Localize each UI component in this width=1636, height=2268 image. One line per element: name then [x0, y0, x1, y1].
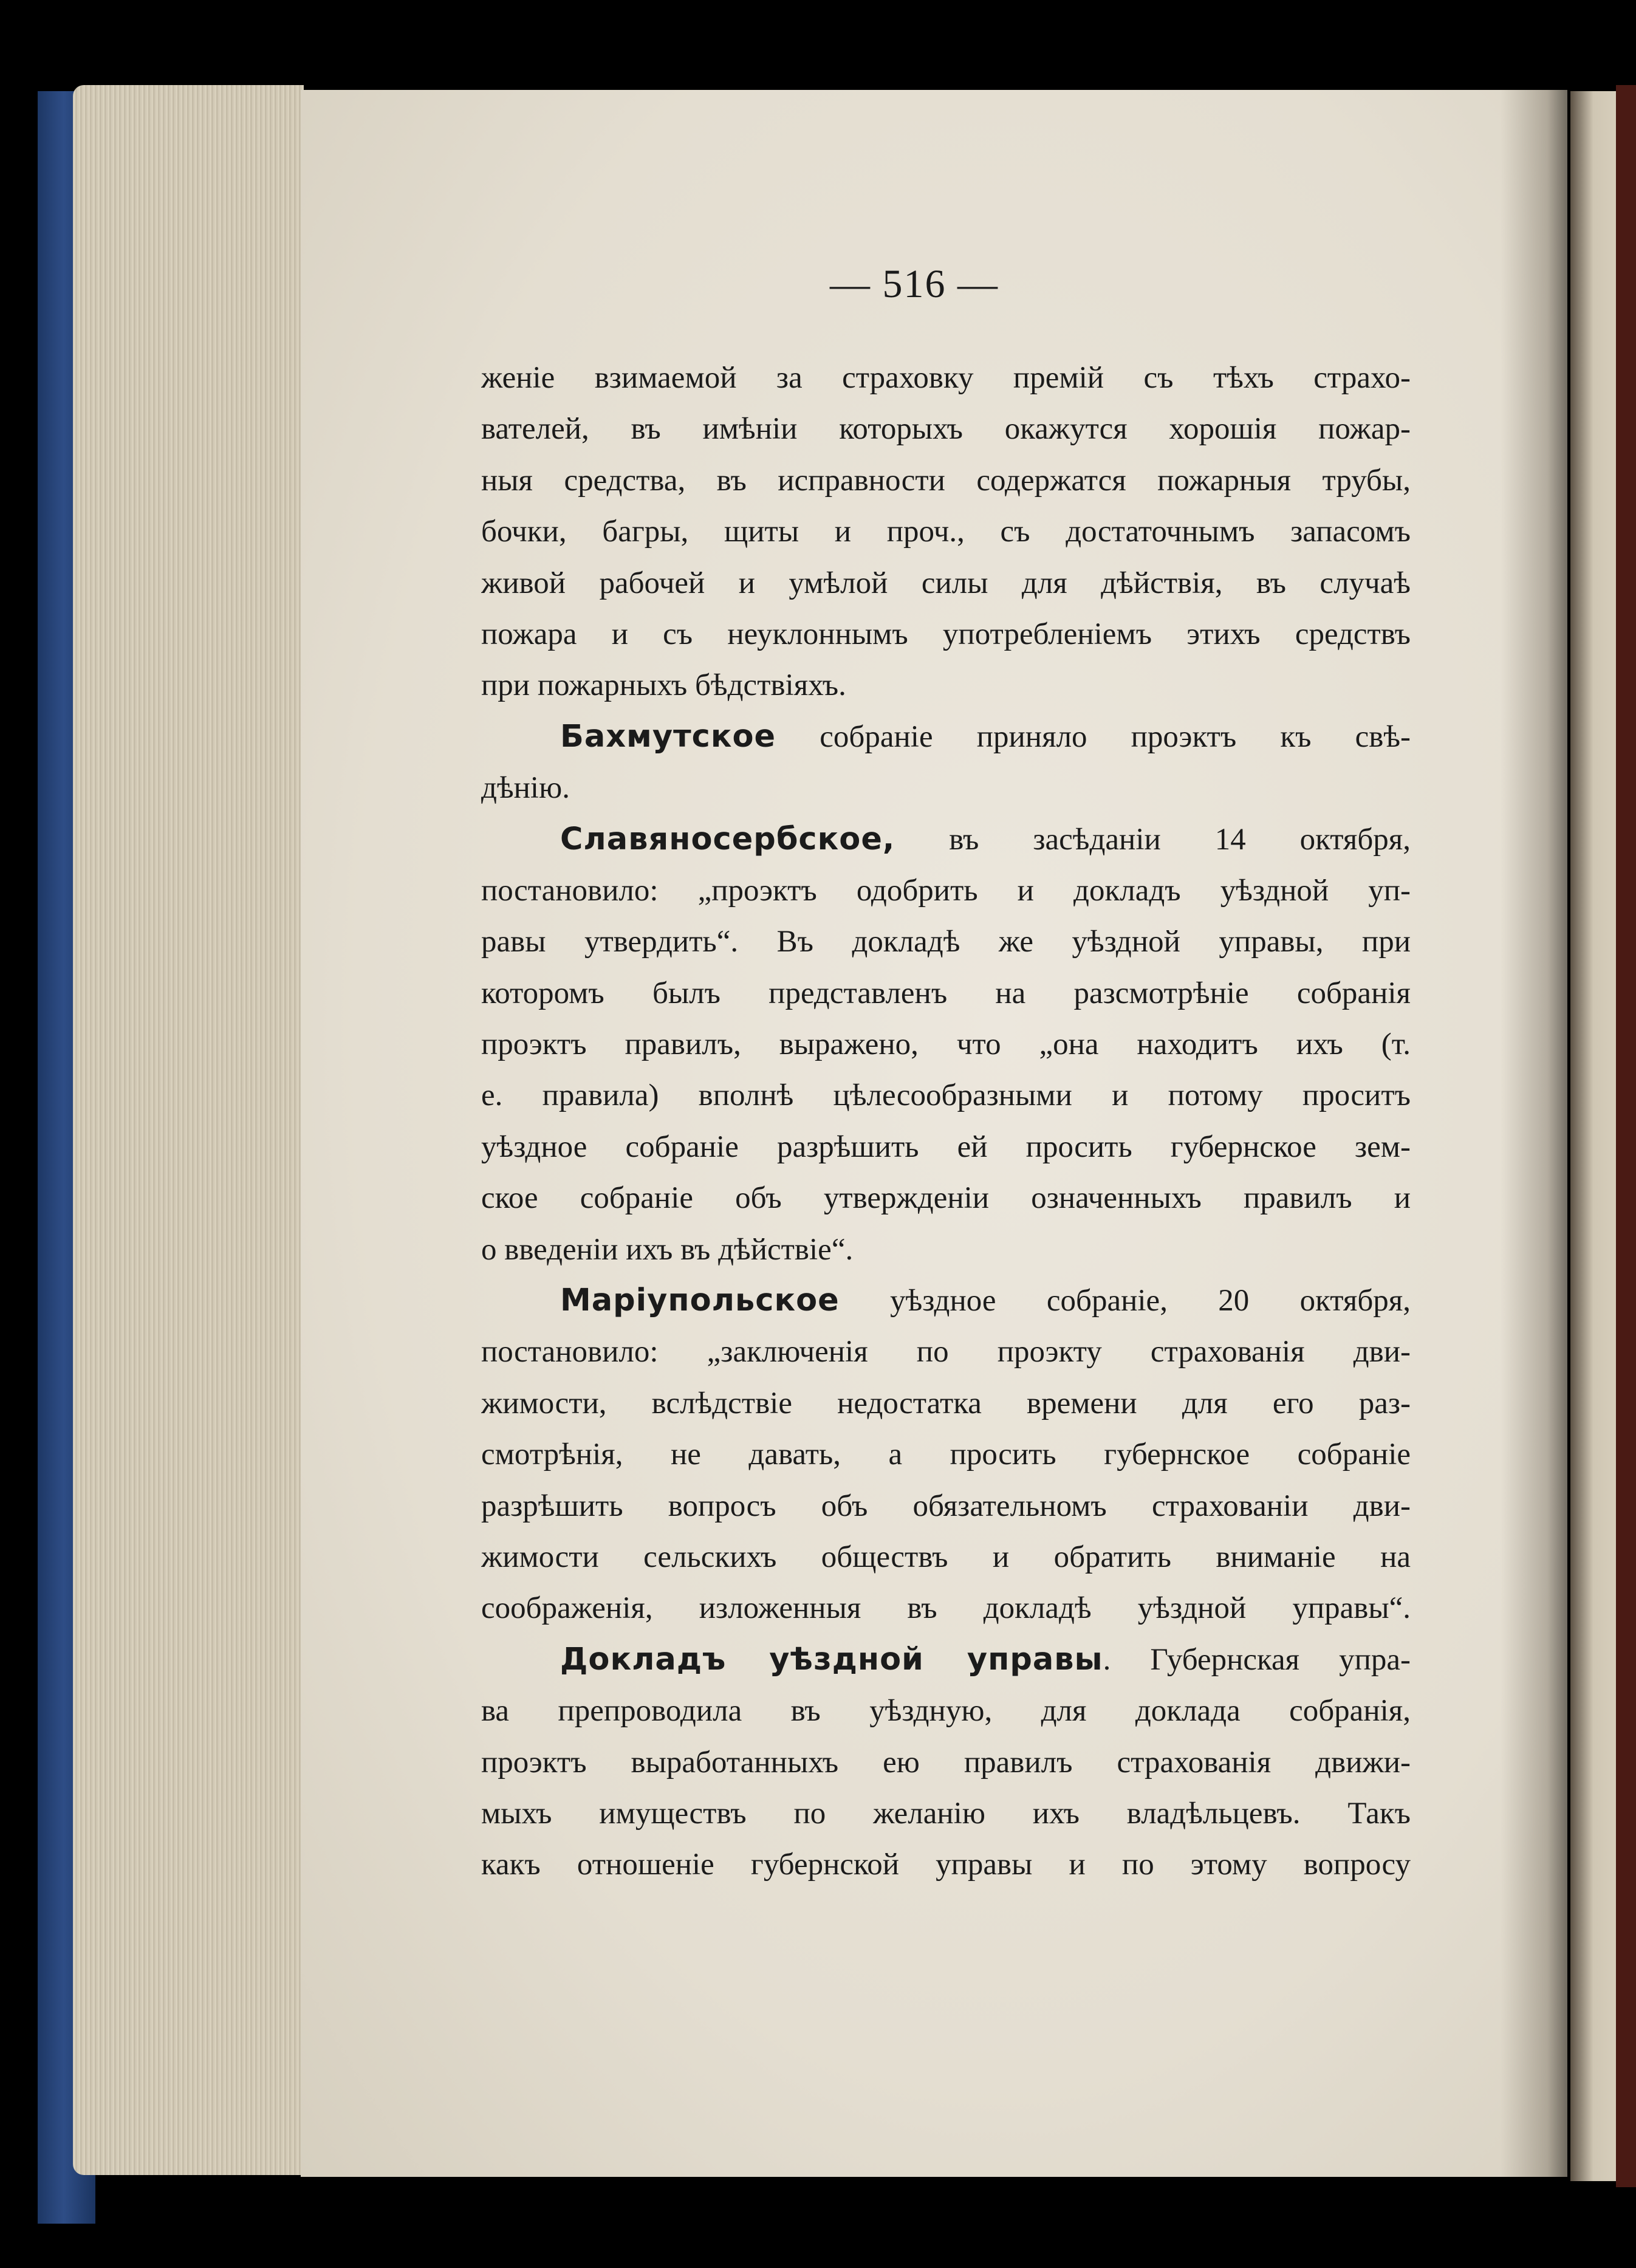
text-line: которомъ былъ представленъ на разсмотрѣніе собранія	[481, 976, 1411, 1010]
text-line: смотрѣнія, не давать, а просить губернское собраніе	[481, 1437, 1411, 1472]
text-line: постановило: „заключенія по проэкту страхованія дви-	[481, 1335, 1411, 1369]
text-line: постановило: „проэктъ одобрить и докладъ уѣздной уп-	[481, 873, 1411, 908]
text-line: проэктъ выработанныхъ ею правилъ страхованія движи-	[481, 1745, 1411, 1780]
text-line: мыхъ имуществъ по желанію ихъ владѣльцевъ. Такъ	[481, 1796, 1411, 1831]
text-line: Маріупольское уѣздное собраніе, 20 октября,	[560, 1283, 1411, 1319]
text-line: равы утвердить“. Въ докладѣ же уѣздной управы, при	[481, 925, 1411, 959]
text-line: бочки, багры, щиты и проч., съ достаточнымъ запасомъ	[481, 515, 1411, 549]
text-line: ныя средства, въ исправности содержатся пожарныя трубы,	[481, 463, 1411, 498]
text-line: Докладъ уѣздной управы. Губернская упра-	[560, 1641, 1411, 1677]
page-gutter-shadow	[1501, 90, 1567, 2177]
text-line: при пожарныхъ бѣдствіяхъ.	[481, 668, 846, 703]
book-cover-right	[1616, 85, 1636, 2187]
page-edges	[73, 85, 304, 2175]
text-line: Бахмутское собраніе приняло проэктъ къ свѣ-	[560, 718, 1411, 755]
text-line: проэктъ правилъ, выражено, что „она находитъ ихъ (т.	[481, 1027, 1411, 1062]
text-line: жимости сельскихъ обществъ и обратить вниманіе на	[481, 1540, 1411, 1574]
text-line: дѣнію.	[481, 771, 570, 806]
page-number: — 516 —	[830, 262, 999, 306]
text-line: соображенія, изложенныя въ докладѣ уѣздной управы“.	[481, 1591, 1411, 1626]
section-heading: Докладъ уѣздной управы	[560, 1641, 1103, 1677]
text-line: ва препроводила въ уѣздную, для доклада собранія,	[481, 1694, 1411, 1728]
section-heading: Бахмутское	[560, 718, 776, 755]
text-line: Славяносербское, въ засѣданіи 14 октября,	[560, 821, 1411, 857]
text-line: пожара и съ неуклоннымъ употребленіемъ этихъ средствъ	[481, 617, 1411, 651]
text-line: е. правила) вполнѣ цѣлесообразными и потому проситъ	[481, 1078, 1411, 1113]
text-line: ское собраніе объ утвержденіи означенныхъ правилъ и	[481, 1181, 1411, 1216]
text-line: жимости, вслѣдствіе недостатка времени для его раз-	[481, 1386, 1411, 1420]
text-line: какъ отношеніе губернской управы и по этому вопросу	[481, 1848, 1411, 1882]
section-heading: Маріупольское	[560, 1283, 840, 1319]
page-text	[481, 352, 1411, 1891]
text-line: уѣздное собраніе разрѣшить ей просить губернское зем-	[481, 1129, 1411, 1164]
text-line: разрѣшить вопросъ объ обязательномъ страхованіи дви-	[481, 1489, 1411, 1523]
text-line: живой рабочей и умѣлой силы для дѣйствія, въ случаѣ	[481, 566, 1411, 600]
text-line: женіе взимаемой за страховку премій съ тѣхъ страхо-	[481, 361, 1411, 395]
text-line: вателей, въ имѣніи которыхъ окажутся хорошія пожар-	[481, 412, 1411, 447]
section-heading: Славяносербское,	[560, 821, 895, 857]
text-line: о введеніи ихъ въ дѣйствіе“.	[481, 1232, 854, 1267]
